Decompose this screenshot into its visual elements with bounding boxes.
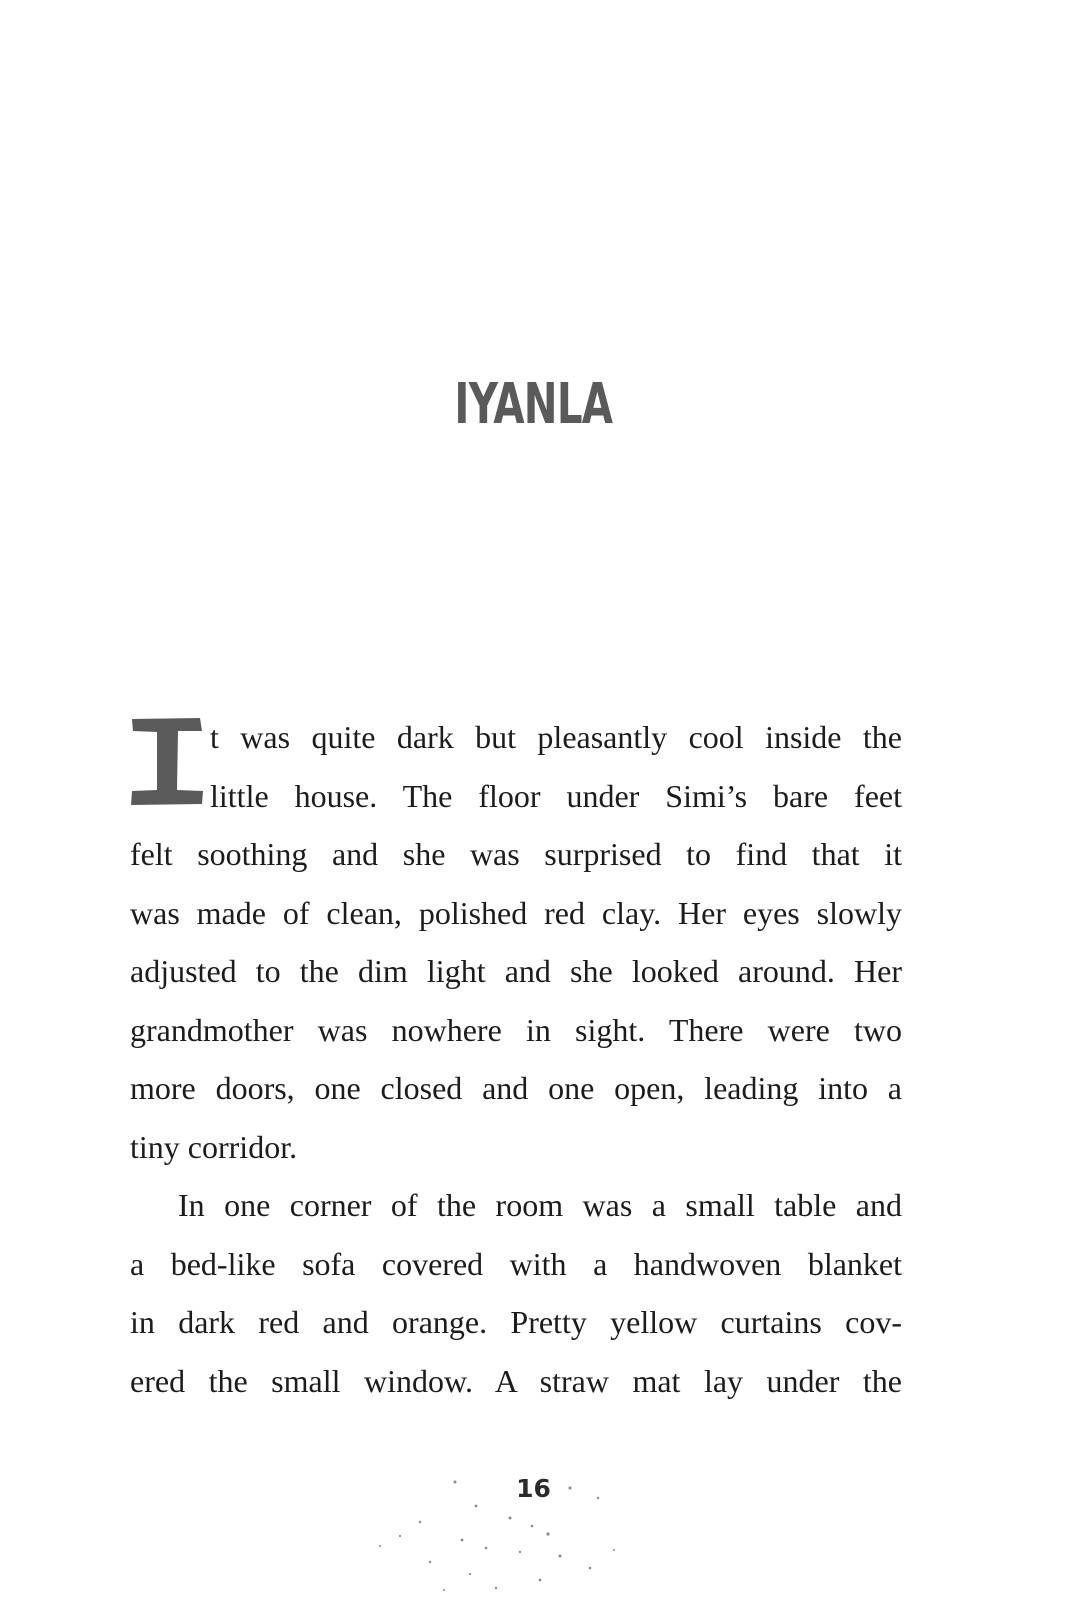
text-line: In one corner of the room was a small table and <box>178 1187 902 1223</box>
text-line: felt soothing and she was surprised to find that it <box>130 836 902 872</box>
text-line: t was quite dark but pleasantly cool inside the <box>210 719 902 755</box>
body-text <box>130 708 902 1410</box>
page-number: 16 <box>516 1474 551 1503</box>
text-line: a bed-like sofa covered with a handwoven blanket <box>130 1245 902 1282</box>
text-line: ered the small window. A straw mat lay under the <box>130 1362 902 1399</box>
text-line: more doors, one closed and one open, leading into a <box>130 1070 902 1106</box>
text-line: in dark red and orange. Pretty yellow curtains cov- <box>130 1304 902 1340</box>
text-line: adjusted to the dim light and she looked around. Her <box>130 953 902 989</box>
text-line: grandmother was nowhere in sight. There were two <box>130 1011 902 1048</box>
chapter-title: IYANLA <box>454 372 613 437</box>
text-line: was made of clean, polished red clay. Her eyes slowly <box>130 894 902 931</box>
text-line: little house. The floor under Simi’s bare feet <box>210 777 902 814</box>
text-line: tiny corridor. <box>130 1128 298 1165</box>
